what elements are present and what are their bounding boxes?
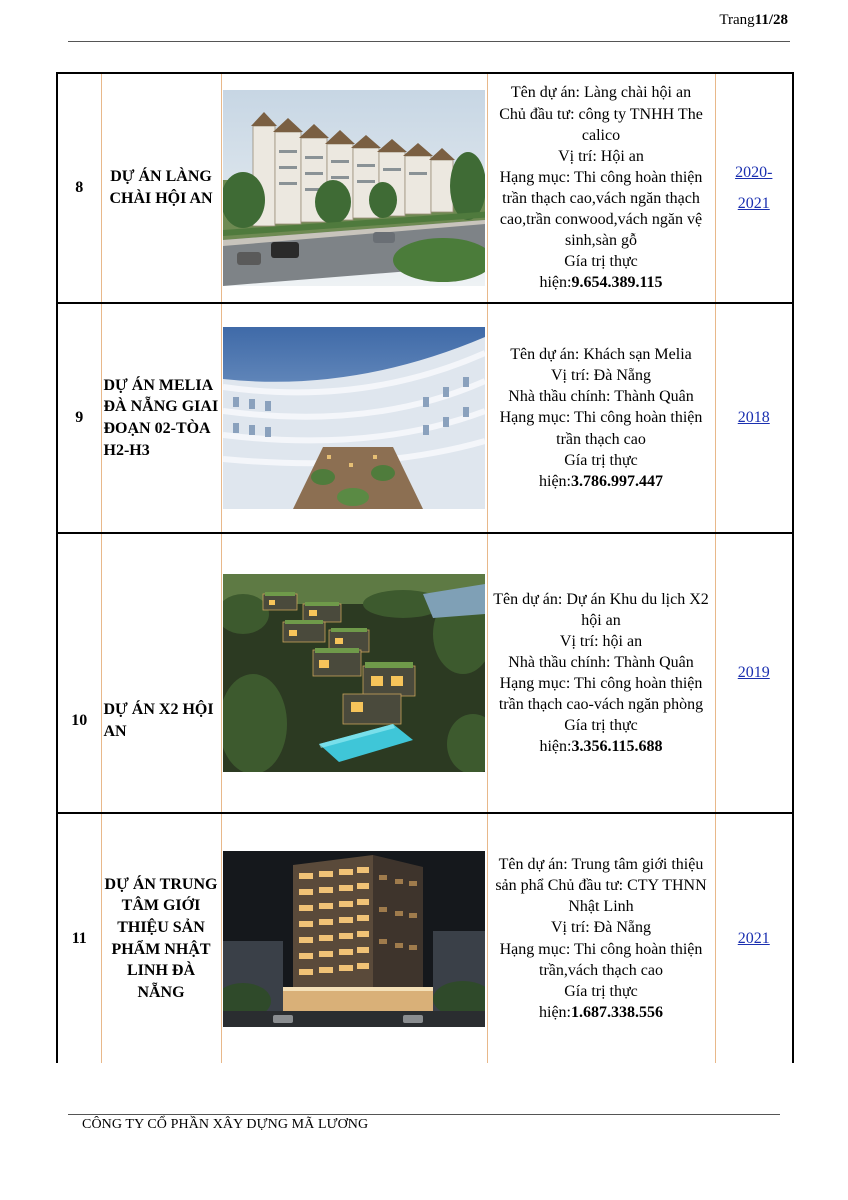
project-description [487, 533, 715, 813]
desc-line: Hạng mục: Thi công hoàn thiện trần thạch cao,vách ngăn thạch cao,trần conwood,vách ngăn vệ sinh,sàn gỗ [499, 168, 703, 250]
footer-rule [68, 1114, 780, 1115]
row-number: 11 [71, 929, 87, 947]
year-start: 2020- [735, 163, 773, 181]
project-image-cell [221, 73, 487, 303]
table-row [57, 303, 793, 533]
page-prefix: Trang [719, 12, 755, 28]
row-number: 8 [57, 73, 101, 303]
project-photo-nhat-linh [223, 851, 485, 1027]
desc-line: Gía trị thực [564, 717, 638, 735]
company-name: CÔNG TY CỔ PHẦN XÂY DỰNG MÃ LƯƠNG [82, 1117, 369, 1132]
row-number: 9 [57, 303, 101, 533]
value-amount: 3.356.115.688 [571, 738, 663, 756]
desc-line: Tên dự án: Làng chài hội an [510, 84, 692, 102]
project-value [490, 471, 713, 492]
value-label: hiện: [539, 274, 572, 292]
project-photo-lang-chai [223, 90, 485, 286]
value-label: hiện: [539, 738, 572, 756]
value-amount: 9.654.389.115 [571, 274, 663, 292]
project-photo-melia [223, 327, 485, 509]
project-value [490, 736, 713, 757]
desc-line: Tên dự án: Trung tâm giới thiệu sản phẩ Chủ đầu tư: CTY THNN Nhật Linh [495, 856, 707, 916]
project-description [487, 813, 715, 1063]
row-number: 10 [57, 533, 101, 813]
value-label: hiện: [539, 1003, 571, 1021]
project-year-link[interactable] [738, 657, 770, 688]
project-image-cell [221, 303, 487, 533]
page-number-value: 11/28 [754, 12, 788, 28]
desc-line: Gía trị thực [564, 253, 638, 271]
project-name: DỰ ÁN TRUNG TÂM GIỚI THIỆU SẢN PHẨM NHẬT LINH ĐÀ NẴNG [101, 813, 221, 1063]
desc-line: Chủ đầu tư: công ty TNHH The calico [499, 105, 703, 144]
value-label: hiện: [539, 472, 571, 490]
desc-line: Gía trị thực [564, 982, 638, 1000]
desc-line: Vị trí: hội an [559, 632, 643, 650]
table-row [57, 533, 793, 813]
project-name: DỰ ÁN MELIA ĐÀ NẴNG GIAI ĐOẠN 02-TÒA H2-H3 [101, 303, 221, 533]
desc-line: Nhà thầu chính: Thành Quân [508, 388, 694, 406]
desc-line: Hạng mục: Thi công hoàn thiện trần thạch cao-vách ngăn phòng [498, 675, 704, 714]
year-start: 2021 [737, 929, 770, 947]
project-image-cell [221, 533, 487, 813]
project-image-cell [221, 813, 487, 1063]
project-year-link[interactable] [738, 402, 770, 433]
project-description [487, 73, 715, 303]
project-year-link[interactable] [735, 157, 772, 219]
project-photo-x2 [223, 574, 485, 772]
project-name: DỰ ÁN X2 HỘI AN [101, 533, 221, 813]
project-year-cell [715, 303, 793, 533]
project-value [490, 272, 713, 293]
project-year-cell [715, 73, 793, 303]
year-end: 2021 [737, 195, 770, 212]
desc-line: Nhà thầu chính: Thành Quân [508, 653, 694, 671]
year-start: 2019 [737, 664, 770, 682]
value-amount: 3.786.997.447 [571, 472, 663, 490]
table-row [57, 73, 793, 303]
page-number [719, 12, 788, 29]
desc-line: Vị trí: Đà Nẵng [551, 919, 651, 937]
header-rule [68, 41, 790, 42]
desc-line: Tên dự án: Dự án Khu du lịch X2 hội an [493, 590, 709, 629]
desc-line: Gía trị thực [564, 451, 638, 469]
desc-line: Tên dự án: Khách sạn Melia [510, 346, 692, 364]
project-table [56, 72, 794, 1063]
project-value [490, 1002, 713, 1023]
project-name: DỰ ÁN LÀNG CHÀI HỘI AN [101, 73, 221, 303]
year-start: 2018 [737, 409, 770, 427]
project-year-cell [715, 533, 793, 813]
desc-line: Vị trí: Đà Nẵng [551, 367, 651, 385]
project-description [487, 303, 715, 533]
desc-line: Hạng mục: Thi công hoàn thiện trần,vách thạch cao [499, 940, 703, 979]
value-amount: 1.687.338.556 [571, 1003, 663, 1021]
desc-line: Vị trí: Hội an [558, 147, 644, 165]
table-row [57, 813, 793, 1063]
desc-line: Hạng mục: Thi công hoàn thiện trần thạch cao [499, 409, 703, 448]
project-year-link[interactable] [738, 923, 770, 954]
project-year-cell [715, 813, 793, 1063]
